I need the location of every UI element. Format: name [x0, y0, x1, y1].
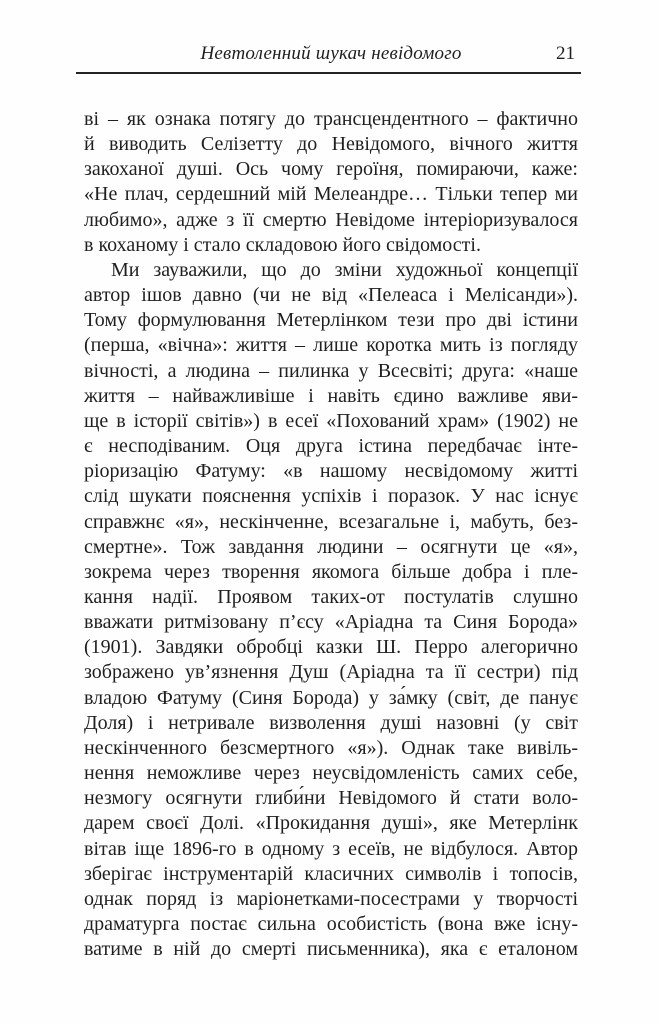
body-line: нення неможливе через неусвідомленість самих себе, — [84, 762, 578, 785]
body-line: вважати ритмізовану п’єсу «Аріадна та Синя Борода» — [84, 611, 578, 634]
body-line: зберігає інструментарій класичних символів і топосів, — [84, 862, 578, 885]
body-line: в коханому і стало складовою його свідомості. — [84, 233, 481, 256]
body-line: нескінченного безсмертного «я»). Однак таке вивіль- — [84, 736, 578, 759]
body-line: (перша, «вічна»: життя – лише коротка мить із погляду — [84, 334, 578, 357]
page-number: 21 — [556, 43, 575, 64]
body-line: (1901). Завдяки обробці казки Ш. Перро алегорично — [84, 636, 578, 659]
body-line: дарем своєї Долі. «Прокидання душі», яке Метерлінк — [84, 812, 578, 835]
body-line: однак поряд із маріонетками-посестрами у творчості — [84, 887, 578, 910]
body-line: слід шукати пояснення успіхів і поразок. У нас існує — [84, 485, 578, 508]
body-line: незмогу осягнути глиби́ни Невідомого й стати воло- — [84, 787, 578, 810]
body-line: зображено ув’язнення Душ (Аріадна та її сестри) під — [84, 661, 578, 684]
body-line: Доля) і нетривале визволення душі назовні (у світ — [84, 711, 578, 734]
body-line: кання надії. Проявом таких-от постулатів слушно — [84, 585, 578, 608]
body-line: справжнє «я», нескінченне, всезагальне і, мабуть, без- — [84, 510, 578, 533]
body-line: ватиме в ній до смерті письменника), яка є еталоном — [84, 938, 578, 961]
running-title: Невтоленний шукач невідомого — [200, 43, 462, 64]
body-line: автор ішов давно (чи не від «Пелеаса і Мелісанди»). — [84, 284, 578, 307]
body-line: вітав іще 1896-го в одному з есеїв, не відбулося. Автор — [84, 837, 578, 860]
body-line: Тому формулювання Метерлінком тези про дві істини — [84, 309, 578, 332]
body-text — [84, 107, 578, 962]
body-line: смертне». Тож завдання людини – осягнути це «я», — [84, 535, 578, 558]
body-line: вічності, а людина – пилинка у Всесвіті; друга: «наше — [84, 359, 578, 382]
body-line: драматурга постає сильна особистість (вона вже існу- — [84, 913, 578, 935]
body-line: життя – найважливіше і навіть єдино важливе яви- — [84, 384, 578, 407]
body-line: ще в історії світів») в есеї «Похований храм» (1902) не — [84, 409, 578, 432]
body-line: любимо», адже з її смертю Невідоме інтеріоризувалося — [84, 208, 578, 231]
body-line: закоханої душі. Ось чому героїня, помираючи, каже: — [84, 158, 578, 181]
body-line: зокрема через творення якомога більше добра і пле- — [84, 560, 578, 583]
body-line: «Не плач, сердешний мій Мелеандре… Тільки тепер ми — [84, 183, 578, 206]
body-line: є несподіваним. Оця друга істина передбачає інте- — [84, 435, 578, 458]
body-line: Ми зауважили, що до зміни художньої концепції — [111, 258, 578, 281]
body-line: владою Фатуму (Синя Борода) у за́мку (світ, де панує — [84, 686, 578, 709]
page-header — [84, 43, 578, 65]
body-line: ріоризацію Фатуму: «в нашому несвідомому житті — [84, 460, 578, 483]
body-line: й виводить Селізетту до Невідомого, вічного життя — [84, 133, 578, 156]
header-rule — [76, 72, 581, 74]
body-line: ві – як ознака потягу до трансцендентного – фактично — [84, 108, 578, 130]
